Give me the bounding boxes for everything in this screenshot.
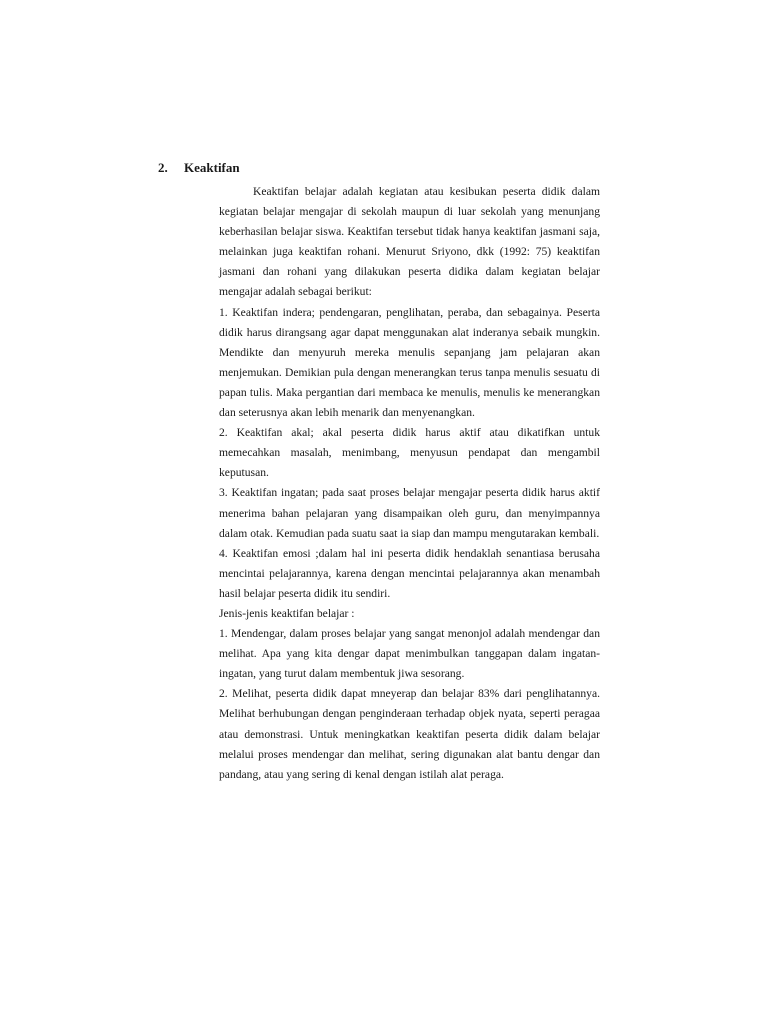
list-item-mendengar: 1. Mendengar, dalam proses belajar yang sangat menonjol adalah mendengar dan melihat. Apa yang kita dengar dapat menimbulkan tanggapan dalam ingatan-ingatan, yang turut dalam membentuk jiwa sesorang. bbox=[219, 627, 600, 681]
list-item-keaktifan-emosi: 4. Keaktifan emosi ;dalam hal ini peserta didik hendaklah senantiasa berusaha mencintai pelajarannya, karena dengan mencintai pelajarannya akan menambah hasil belajar peserta didik itu sendiri. bbox=[219, 546, 600, 600]
section-title: Keaktifan bbox=[184, 160, 240, 175]
list-item-keaktifan-akal: 2. Keaktifan akal; akal peserta didik harus aktif atau dikatifkan untuk memecahkan masalah, menimbang, menyusun pendapat dan mengambil keputusan. bbox=[219, 426, 600, 480]
section-body bbox=[219, 182, 600, 785]
section-heading bbox=[158, 160, 240, 176]
section-number: 2. bbox=[158, 160, 168, 175]
subheading-jenis-keaktifan: Jenis-jenis keaktifan belajar : bbox=[219, 606, 355, 620]
list-item-keaktifan-indera: 1. Keaktifan indera; pendengaran, penglihatan, peraba, dan sebagainya. Peserta didik harus dirangsang agar dapat menggunakan alat inderanya sebaik mungkin. Mendikte dan menyuruh mereka menulis sepanjang jam pelajaran akan menjemukan. Demikian pula dengan menerangkan terus tanpa menulis sesuatu di papan tulis. Maka pergantian dari membaca ke menulis, menulis ke menerangkan dan seterusnya akan lebih menarik dan menyenangkan. bbox=[219, 305, 600, 420]
list-item-keaktifan-ingatan: 3. Keaktifan ingatan; pada saat proses belajar mengajar peserta didik harus aktif menerima bahan pelajaran yang disampaikan oleh guru, dan menyimpannya dalam otak. Kemudian pada suatu saat ia siap dan mampu mengutarakan kembali. bbox=[219, 486, 600, 540]
intro-paragraph: Keaktifan belajar adalah kegiatan atau kesibukan peserta didik dalam kegiatan belajar mengajar di sekolah maupun di luar sekolah yang menunjang keberhasilan belajar siswa. Keaktifan tersebut tidak hanya keaktifan jasmani saja, melainkan juga keaktifan rohani. Menurut Sriyono, dkk (1992: 75) keaktifan jasmani dan rohani yang dilakukan peserta didika dalam kegiatan belajar mengajar adalah sebagai berikut: bbox=[219, 185, 600, 299]
list-item-melihat: 2. Melihat, peserta didik dapat mneyerap dan belajar 83% dari penglihatannya. Melihat berhubungan dengan penginderaan terhadap objek nyata, seperti peragaa atau demonstrasi. Untuk meningkatkan keaktifan peserta didik dalam belajar melalui proses mendengar dan melihat, sering digunakan alat bantu dengar dan pandang, atau yang sering di kenal dengan istilah alat peraga. bbox=[219, 687, 600, 781]
